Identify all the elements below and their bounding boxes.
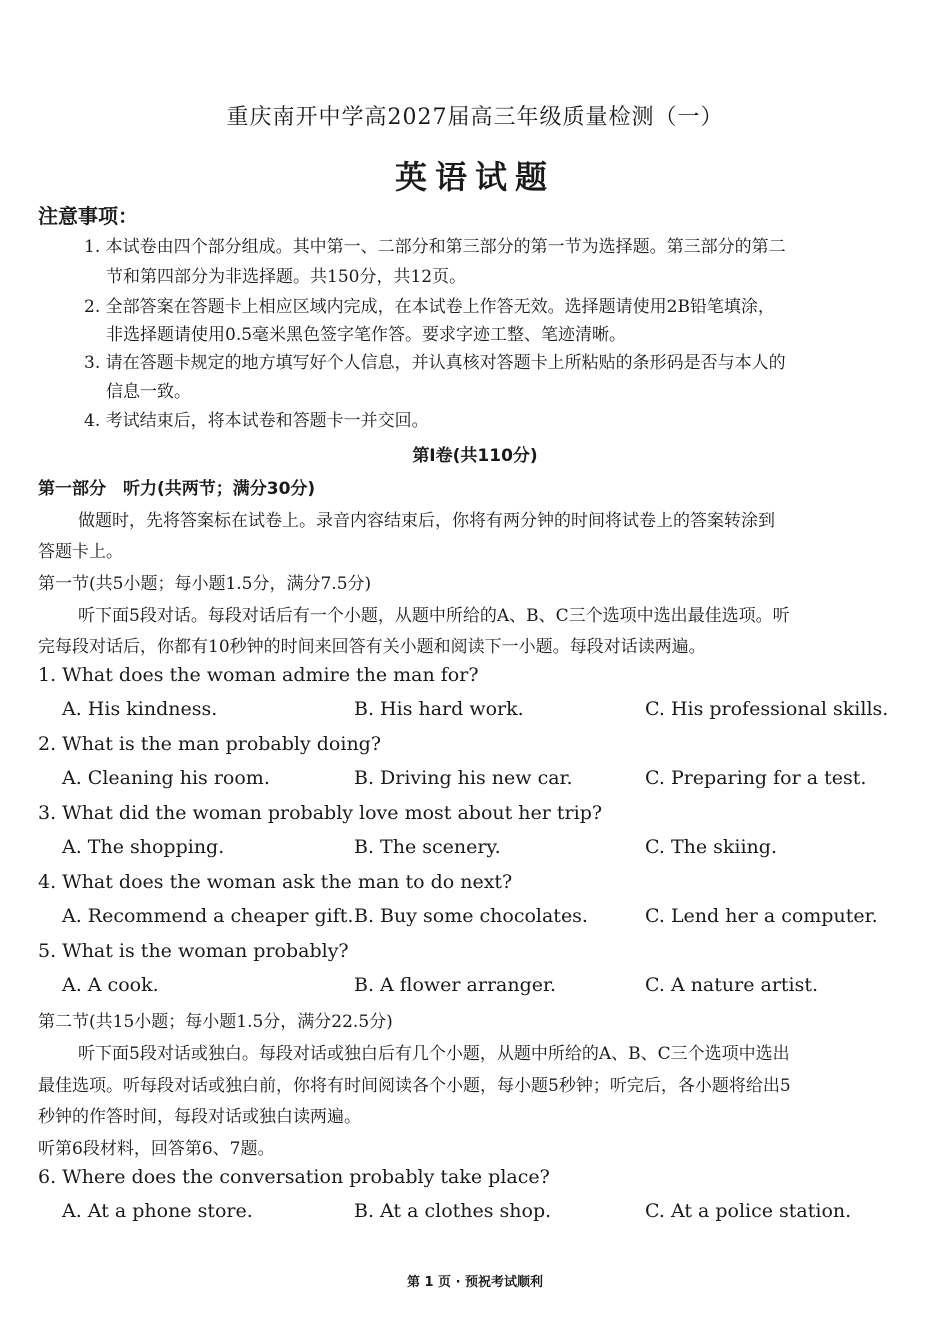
notice-heading: 注意事项： (38, 204, 138, 228)
question-stem: 3. What did the woman probably love most about her trip? (38, 802, 603, 824)
option-a: A. Recommend a cheaper gift. (62, 905, 354, 927)
option-a: A. The shopping. (62, 836, 225, 858)
option-a: A. His kindness. (62, 698, 218, 720)
page-footer: 第 1 页 · 预祝考试顺利 (406, 1275, 544, 1290)
option-b: B. The scenery. (354, 836, 501, 858)
question-stem: 1. What does the woman admire the man for? (38, 664, 479, 686)
question-stem: 2. What is the man probably doing? (38, 733, 382, 755)
section1-title: 第一节(共5小题；每小题1.5分，满分7.5分) (38, 574, 372, 594)
option-b: B. His hard work. (354, 698, 524, 720)
notice-line: 4. 考试结束后，将本试卷和答题卡一并交回。 (84, 411, 429, 431)
option-b: B. Driving his new car. (354, 767, 573, 789)
section2-intro: 秒钟的作答时间，每段对话或独白读两遍。 (38, 1107, 361, 1127)
option-b: B. Buy some chocolates. (354, 905, 588, 927)
exam-subtitle: 重庆南开中学高2027届高三年级质量检测（一） (226, 105, 724, 130)
question-stem: 5. What is the woman probably? (38, 940, 349, 962)
option-c: C. Lend her a computer. (645, 905, 878, 927)
option-a: A. A cook. (62, 974, 159, 996)
part1-title: 第一部分 听力(共两节；满分30分) (38, 479, 316, 499)
section2-intro: 最佳选项。听每段对话或独白前，你将有时间阅读各个小题，每小题5秒钟；听完后，各小题将给出5 (38, 1076, 791, 1096)
option-c: C. A nature artist. (645, 974, 819, 996)
option-c: C. His professional skills. (645, 698, 889, 720)
notice-line: 3. 请在答题卡规定的地方填写好个人信息，并认真核对答题卡上所粘贴的条形码是否与本人的 (84, 353, 786, 373)
part1-intro: 答题卡上。 (38, 542, 123, 562)
question-stem: 4. What does the woman ask the man to do next? (38, 871, 513, 893)
notice-line: 节和第四部分为非选择题。共150分，共12页。 (106, 267, 467, 287)
question-stem: 6. Where does the conversation probably take place? (38, 1166, 550, 1188)
notice-line: 2. 全部答案在答题卡上相应区域内完成，在本试卷上作答无效。选择题请使用2B铅笔填涂， (84, 297, 775, 317)
volume-title: 第Ⅰ卷(共110分) (412, 446, 538, 466)
notice-line: 信息一致。 (106, 382, 191, 402)
section1-intro: 完每段对话后，你都有10秒钟的时间来回答有关小题和阅读下一小题。每段对话读两遍。 (38, 637, 706, 657)
option-b: B. At a clothes shop. (354, 1200, 552, 1222)
notice-line: 1. 本试卷由四个部分组成。其中第一、二部分和第三部分的第一节为选择题。第三部分的第二 (84, 237, 786, 257)
option-c: C. At a police station. (645, 1200, 852, 1222)
part1-intro: 做题时，先将答案标在试卷上。录音内容结束后，你将有两分钟的时间将试卷上的答案转涂到 (78, 511, 775, 531)
option-a: A. Cleaning his room. (62, 767, 270, 789)
option-a: A. At a phone store. (62, 1200, 253, 1222)
section1-intro: 听下面5段对话。每段对话后有一个小题，从题中所给的A、B、C三个选项中选出最佳选项。听 (78, 606, 790, 626)
section2-title: 第二节(共15小题；每小题1.5分，满分22.5分) (38, 1012, 393, 1032)
option-c: C. The skiing. (645, 836, 777, 858)
option-c: C. Preparing for a test. (645, 767, 867, 789)
section2-intro: 听下面5段对话或独白。每段对话或独白后有几个小题，从题中所给的A、B、C三个选项中选出 (78, 1044, 790, 1064)
option-b: B. A flower arranger. (354, 974, 557, 996)
notice-line: 非选择题请使用0.5毫米黑色签字笔作答。要求字迹工整、笔迹清晰。 (106, 325, 627, 345)
exam-title: 英语试题 (394, 158, 555, 196)
material-instruction: 听第6段材料，回答第6、7题。 (38, 1139, 275, 1159)
